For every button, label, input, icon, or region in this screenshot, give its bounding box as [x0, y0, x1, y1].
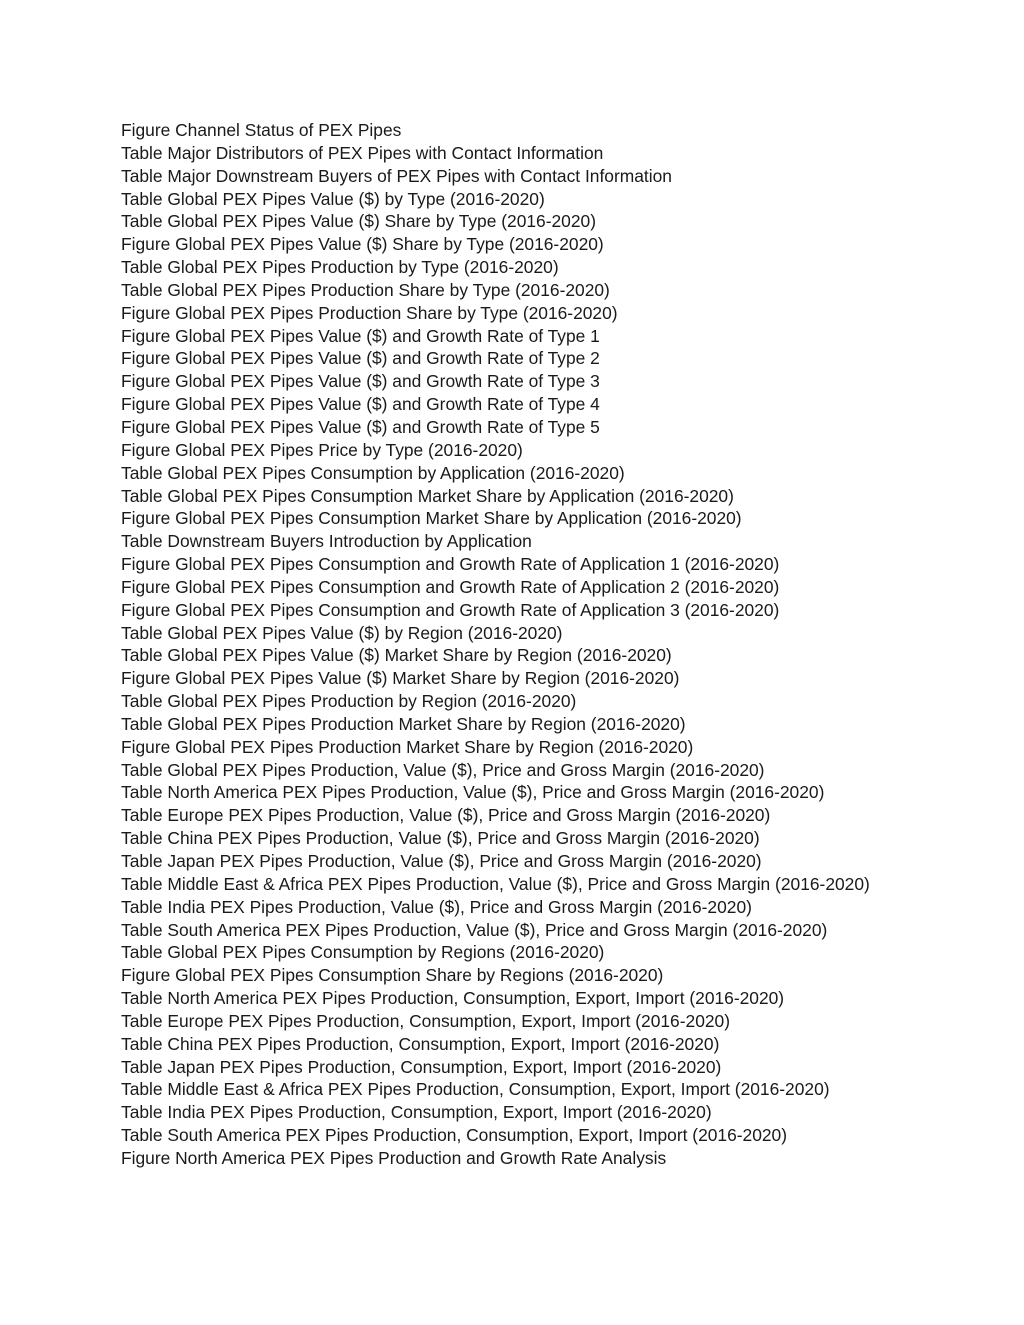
- list-item: Table China PEX Pipes Production, Consumption, Export, Import (2016-2020): [121, 1033, 720, 1054]
- list-item: Figure Global PEX Pipes Consumption Share by Regions (2016-2020): [121, 965, 664, 986]
- list-item: Figure Global PEX Pipes Production Market Share by Region (2016-2020): [121, 736, 694, 757]
- list-item: Table North America PEX Pipes Production, Consumption, Export, Import (2016-2020): [121, 988, 785, 1009]
- list-item: Table Middle East & Africa PEX Pipes Production, Consumption, Export, Import (2016-2020): [121, 1079, 830, 1100]
- list-item: Figure Channel Status of PEX Pipes: [121, 120, 402, 140]
- list-item: Table Downstream Buyers Introduction by Application: [121, 531, 532, 552]
- list-item: Table Europe PEX Pipes Production, Value ($), Price and Gross Margin (2016-2020): [121, 805, 771, 826]
- list-item: Table Global PEX Pipes Value ($) Share by Type (2016-2020): [121, 211, 596, 232]
- list-item: Table Global PEX Pipes Production Share by Type (2016-2020): [121, 279, 610, 300]
- list-item: Figure Global PEX Pipes Value ($) and Growth Rate of Type 2: [121, 348, 600, 369]
- list-item: Table Global PEX Pipes Production by Region (2016-2020): [121, 691, 577, 712]
- list-item: Table South America PEX Pipes Production, Value ($), Price and Gross Margin (2016-2020): [121, 919, 828, 940]
- list-item: Figure North America PEX Pipes Production and Growth Rate Analysis: [121, 1147, 667, 1168]
- list-item: Table North America PEX Pipes Production, Value ($), Price and Gross Margin (2016-2020): [121, 782, 825, 803]
- list-item: Figure Global PEX Pipes Consumption and Growth Rate of Application 1 (2016-2020): [121, 554, 780, 575]
- list-item: Figure Global PEX Pipes Value ($) Share by Type (2016-2020): [121, 234, 604, 255]
- list-item: Figure Global PEX Pipes Value ($) and Growth Rate of Type 4: [121, 394, 600, 415]
- list-item: Table South America PEX Pipes Production, Consumption, Export, Import (2016-2020): [121, 1125, 788, 1146]
- list-item: Table Global PEX Pipes Consumption by Regions (2016-2020): [121, 942, 605, 963]
- list-item: Table Global PEX Pipes Production, Value ($), Price and Gross Margin (2016-2020): [121, 759, 765, 780]
- list-item: Table Japan PEX Pipes Production, Consumption, Export, Import (2016-2020): [121, 1056, 722, 1077]
- list-item: Table Global PEX Pipes Production Market Share by Region (2016-2020): [121, 713, 686, 734]
- list-item: Table Middle East & Africa PEX Pipes Production, Value ($), Price and Gross Margin (2016-2020): [121, 873, 870, 894]
- list-item: Table Global PEX Pipes Production by Type (2016-2020): [121, 257, 559, 278]
- list-item: Figure Global PEX Pipes Consumption and Growth Rate of Application 3 (2016-2020): [121, 599, 780, 620]
- list-item: Table Major Downstream Buyers of PEX Pipes with Contact Information: [121, 165, 672, 186]
- list-item: Table Global PEX Pipes Value ($) by Type (2016-2020): [121, 188, 545, 209]
- list-item: Figure Global PEX Pipes Consumption and Growth Rate of Application 2 (2016-2020): [121, 576, 780, 597]
- list-item: Figure Global PEX Pipes Price by Type (2016-2020): [121, 439, 523, 460]
- list-item: Table Europe PEX Pipes Production, Consumption, Export, Import (2016-2020): [121, 1010, 731, 1031]
- list-item: Figure Global PEX Pipes Value ($) and Growth Rate of Type 5: [121, 416, 600, 437]
- list-item: Table India PEX Pipes Production, Consumption, Export, Import (2016-2020): [121, 1102, 712, 1123]
- list-item: Table China PEX Pipes Production, Value ($), Price and Gross Margin (2016-2020): [121, 828, 760, 849]
- list-item: Figure Global PEX Pipes Production Share by Type (2016-2020): [121, 302, 618, 323]
- list-item: Table Global PEX Pipes Consumption Market Share by Application (2016-2020): [121, 485, 734, 506]
- list-item: Table Japan PEX Pipes Production, Value ($), Price and Gross Margin (2016-2020): [121, 851, 762, 871]
- list-item: Figure Global PEX Pipes Consumption Market Share by Application (2016-2020): [121, 508, 742, 529]
- list-item: Figure Global PEX Pipes Value ($) and Growth Rate of Type 3: [121, 371, 600, 392]
- list-item: Table Global PEX Pipes Value ($) by Region (2016-2020): [121, 622, 563, 643]
- list-of-figures-and-tables: [121, 119, 881, 1170]
- list-item: Table Global PEX Pipes Value ($) Market Share by Region (2016-2020): [121, 645, 672, 666]
- list-item: Figure Global PEX Pipes Value ($) and Growth Rate of Type 1: [121, 325, 600, 346]
- list-item: Table Major Distributors of PEX Pipes with Contact Information: [121, 142, 604, 163]
- list-item: Table Global PEX Pipes Consumption by Application (2016-2020): [121, 462, 625, 483]
- list-item: Figure Global PEX Pipes Value ($) Market Share by Region (2016-2020): [121, 668, 680, 689]
- list-item: Table India PEX Pipes Production, Value ($), Price and Gross Margin (2016-2020): [121, 896, 752, 917]
